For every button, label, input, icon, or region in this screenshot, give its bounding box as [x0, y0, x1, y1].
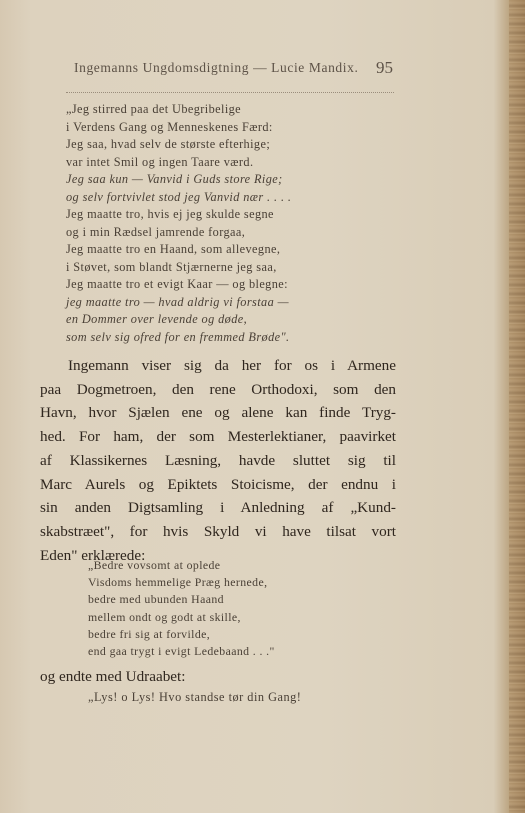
paragraph-line: Ingemann viser sig da her for os i Armene [68, 357, 396, 374]
page-number: 95 [376, 58, 393, 77]
quote-line: „Bedre vovsomt at oplede [88, 558, 221, 572]
paragraph-line: Marc Aurels og Epiktets Stoicisme, der endnu i [40, 475, 396, 493]
verse-line-italic: og selv fortvivlet stod jeg Vanvid nær . . . . [66, 189, 292, 204]
second-quotation [88, 557, 348, 660]
closing-sentence: og endte med Udraabet: [40, 668, 186, 685]
verse-line: Jeg maatte tro en Haand, som allevegne, [66, 242, 281, 256]
quote-line: bedre fri sig at forvilde, [88, 626, 211, 641]
quote-line: Visdoms hemmelige Præg hernede, [88, 575, 268, 590]
page-edge [509, 0, 525, 813]
quote-line: bedre med ubunden Haand [88, 592, 224, 607]
verse-line-italic: en Dommer over levende og døde, [66, 312, 248, 326]
quote-line: end gaa trygt i evigt Ledebaand . . ." [88, 644, 275, 659]
verse-line: i Støvet, som blandt Stjærnerne jeg saa, [66, 259, 277, 274]
paragraph-line: sin anden Digtsamling i Anledning af „Kund- [40, 499, 396, 517]
verse-line: var intet Smil og ingen Taare værd. [66, 154, 254, 169]
paragraph-line: Eden" erklærede: [40, 546, 146, 564]
verse-line: „Jeg stirred paa det Ubegribelige [66, 102, 242, 116]
verse-line: Jeg maatte tro et evigt Kaar — og blegne: [66, 277, 288, 291]
verse-quotation [66, 101, 396, 346]
verse-line: Jeg saa, hvad selv de største efterhige; [66, 137, 271, 151]
paragraph-line: af Klassikernes Læsning, havde sluttet sig til [40, 451, 396, 469]
verse-line-italic: jeg maatte tro — hvad aldrig vi forstaa — [66, 294, 289, 309]
paragraph-line: hed. For ham, der som Mesterlektianer, paavirket [40, 428, 396, 446]
header-rule [66, 92, 394, 93]
body-paragraph [40, 354, 396, 567]
exclamation-quote: „Lys! o Lys! Hvo standse tør din Gang! [88, 690, 302, 704]
paragraph-line: skabstræet", for hvis Skyld vi have tilsat vort [40, 522, 396, 540]
paragraph-line: Havn, hvor Sjælen ene og alene kan finde Tryg- [40, 404, 396, 422]
verse-line-italic: som selv sig ofred for en fremmed Brøde". [66, 329, 290, 344]
verse-line: Jeg maatte tro, hvis ej jeg skulde segne [66, 207, 274, 221]
quote-line: mellem ondt og godt at skille, [88, 609, 241, 624]
paragraph-line: paa Dogmetroen, den rene Orthodoxi, som den [40, 380, 396, 398]
verse-line: i Verdens Gang og Menneskenes Færd: [66, 119, 273, 134]
verse-line: og i min Rædsel jamrende forgaa, [66, 224, 246, 239]
verse-line-italic: Jeg saa kun — Vanvid i Guds store Rige; [66, 172, 283, 186]
running-header: Ingemanns Ungdomsdigtning — Lucie Mandix. [74, 60, 359, 75]
